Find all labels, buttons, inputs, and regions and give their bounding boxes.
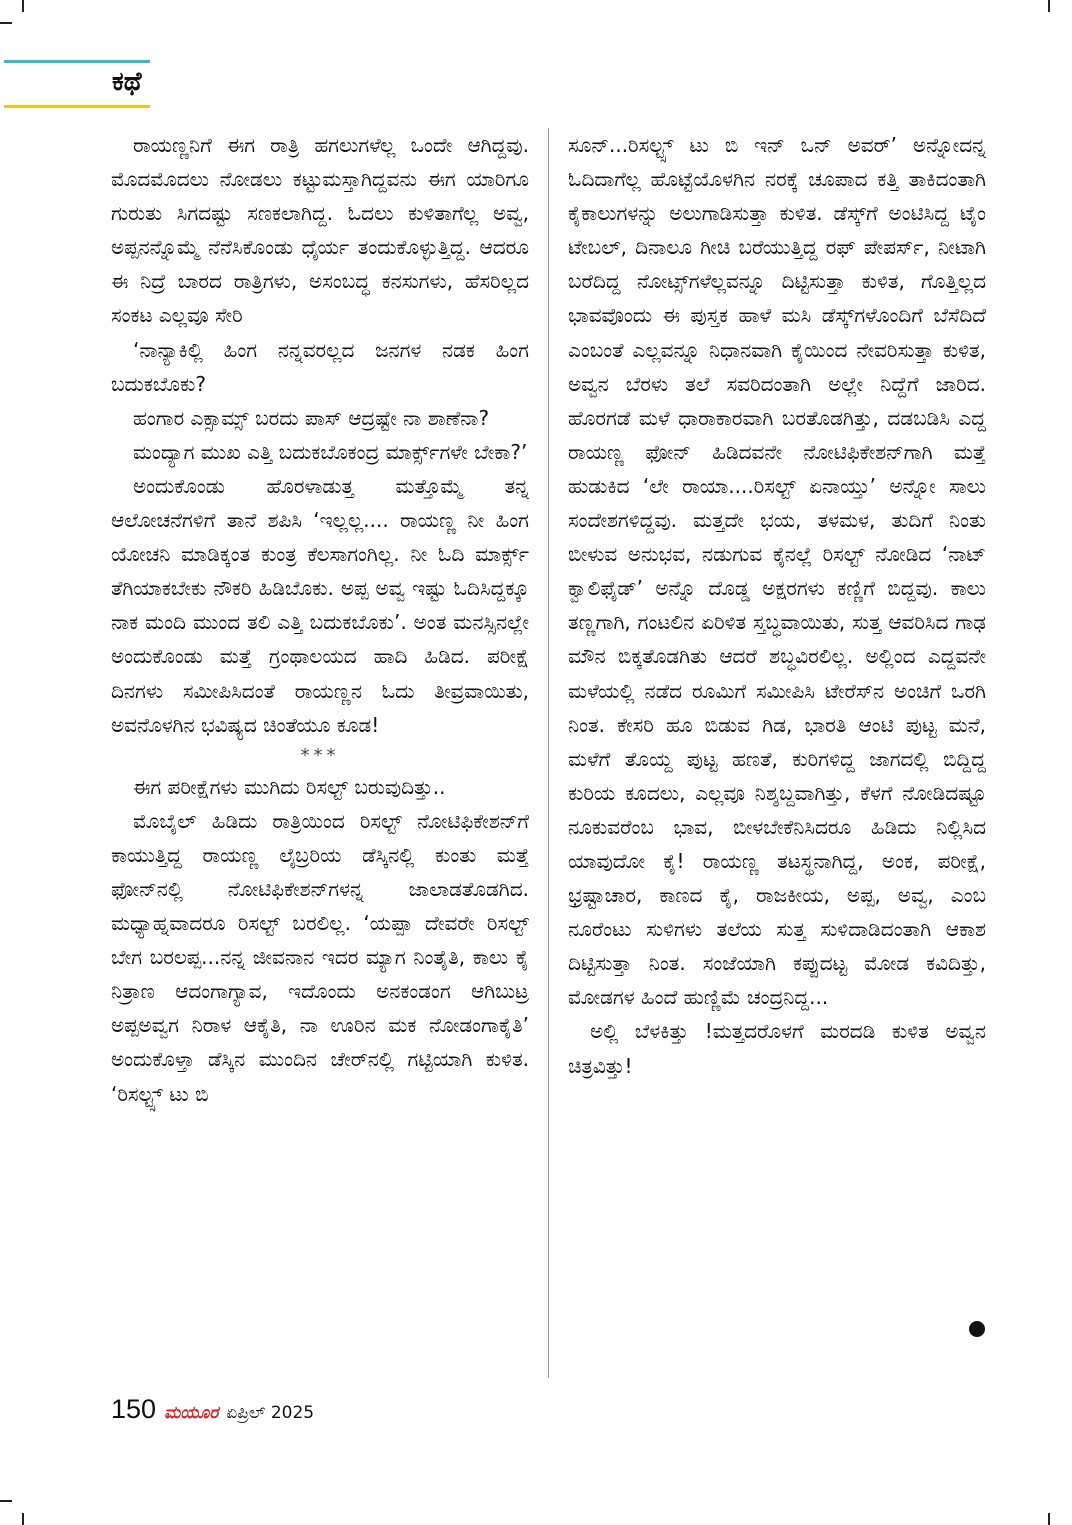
page-number: 150 xyxy=(111,1394,157,1424)
crop-mark-bottom-left-h xyxy=(0,1500,12,1502)
section-label: ಕಥೆ xyxy=(112,67,142,97)
section-rule-top xyxy=(4,60,150,63)
paragraph: ಮಂದ್ಯಾಗ ಮುಖ ಎತ್ತಿ ಬದುಕಬೊಕಂದ್ರ ಮಾರ್ಕ್ಸ್‌ಗಳೇ ಬೇಕಾ?’ xyxy=(133,439,528,464)
story-column-right xyxy=(568,128,986,1083)
magazine-logo: ಮಯೂರ xyxy=(164,1403,219,1423)
paragraph: ಹಂಗಾರ ಎಕ್ಸಾಮ್ಸ್ ಬರದು ಪಾಸ್ ಆದ್ರಷ್ಟೇ ನಾ ಶಾಣೆನಾ? xyxy=(133,405,490,430)
crop-mark-top-left-h xyxy=(0,22,12,24)
paragraph: ಅಲ್ಲಿ ಬೆಳಕಿತ್ತು !ಮತ್ತದರೊಳಗೆ ಮರದಡಿ ಕುಳಿತ ಅವ್ವನ ಚಿತ್ರವಿತ್ತು! xyxy=(568,1019,986,1078)
story-column-left xyxy=(111,128,529,1111)
issue-date: ಏಪ್ರಿಲ್ 2025 xyxy=(226,1403,315,1423)
paragraph: ಈಗ ಪರೀಕ್ಷೆಗಳು ಮುಗಿದು ರಿಸಲ್ಟ್ ಬರುವುದಿತ್ತು.. xyxy=(133,774,446,799)
page-footer xyxy=(111,1392,314,1430)
crop-mark-bottom-right xyxy=(1048,1513,1050,1525)
crop-mark-top-left xyxy=(22,0,24,12)
paragraph: ಅಂದುಕೊಂಡು ಹೊರಳಾಡುತ್ತ ಮತ್ತೊಮ್ಮೆ ತನ್ನ ಆಲೋಚನೆಗಳಿಗೆ ತಾನೆ ಶಪಿಸಿ ‘ಇಲ್ಲಲ್ಲ.... ರಾಯಣ್ಣ ನೀ ಹಿಂಗ ಯೋಚನಿ ಮಾಡಿಕ್ಕಂತ ಕುಂತ್ರ ಕೆಲಸಾಗಂಗಿಲ್ಲ. ನೀ ಓದಿ ಮಾರ್ಕ್ಸ್ ತೆಗಿಯಾಕಬೇಕು ನೌಕರಿ ಹಿಡಿಬೊಕು. ಅಪ್ಪ ಅವ್ವ ಇಷ್ಟು ಓದಿಸಿದ್ದಕ್ಕೂ ನಾಕ ಮಂದಿ ಮುಂದ ತಲಿ ಎತ್ತಿ ಬದುಕಬೊಕು’. ಅಂತ ಮನಸ್ಸಿನಲ್ಲೇ ಅಂದುಕೊಂಡು ಮತ್ತೆ ಗ್ರಂಥಾಲಯದ ಹಾದಿ ಹಿಡಿದ. ಪರೀಕ್ಷೆ ದಿನಗಳು ಸಮೀಪಿಸಿದಂತೆ ರಾಯಣ್ಣನ ಓದು ತೀವ್ರವಾಯಿತು, ಅವನೊಳಗಿನ ಭವಿಷ್ಯದ ಚಿಂತೆಯೂ ಕೂಡ! xyxy=(111,473,529,737)
section-rule-bottom xyxy=(4,105,150,108)
paragraph: ರಾಯಣ್ಣನಿಗೆ ಈಗ ರಾತ್ರಿ ಹಗಲುಗಳೆಲ್ಲ ಒಂದೇ ಆಗಿದ್ದವು. ಮೊದಮೊದಲು ನೋಡಲು ಕಟ್ಟುಮಸ್ತಾಗಿದ್ದವನು ಈಗ ಯಾರಿಗೂ ಗುರುತು ಸಿಗದಷ್ಟು ಸಣಕಲಾಗಿದ್ದ. ಓದಲು ಕುಳಿತಾಗೆಲ್ಲ ಅವ್ವ, ಅಪ್ಪನನ್ನೊಮ್ಮೆ ನೆನೆಸಿಕೊಂಡು ಧೈರ್ಯ ತಂದುಕೊಳ್ಳುತ್ತಿದ್ದ. ಆದರೂ ಈ ನಿದ್ರೆ ಬಾರದ ರಾತ್ರಿಗಳು, ಅಸಂಬದ್ಧ ಕನಸುಗಳು, ಹೆಸರಿಲ್ಲದ ಸಂಕಟ ಎಲ್ಲವೂ ಸೇರಿ xyxy=(111,133,529,328)
scene-break: *** xyxy=(300,744,340,766)
paragraph: ‘ನಾನ್ಯಾಕಿಲ್ಲಿ ಹಿಂಗ ನನ್ನವರಲ್ಲದ ಜನಗಳ ನಡಕ ಹಿಂಗ ಬದುಕಬೊಕು? xyxy=(111,337,529,396)
story-end-mark xyxy=(969,1321,985,1337)
paragraph: ಮೊಬೈಲ್ ಹಿಡಿದು ರಾತ್ರಿಯಿಂದ ರಿಸಲ್ಟ್ ನೋಟಿಫಿಕೇಶನ್‌ಗೆ ಕಾಯುತ್ತಿದ್ದ ರಾಯಣ್ಣ ಲೈಬ್ರರಿಯ ಡೆಸ್ಕಿನಲ್ಲಿ ಕುಂತು ಮತ್ತೆ ಫೋನ್‌ನಲ್ಲಿ ನೋಟಿಫಿಕೇಶನ್‌ಗಳನ್ನ ಜಾಲಾಡತೊಡಗಿದ. ಮಧ್ಯಾಹ್ನವಾದರೂ ರಿಸಲ್ಟ್ ಬರಲಿಲ್ಲ. ‘ಯಪ್ಪಾ ದೇವರೇ ರಿಸಲ್ಟ್ ಬೇಗ ಬರಲಪ್ಪ...ನನ್ನ ಜೀವನಾನ ಇದರ ಮ್ಯಾಗ ನಿಂತೈತಿ, ಕಾಲು ಕೈ ನಿತ್ರಾಣ ಆದಂಗಾಗ್ಯಾವ, ಇದೊಂದು ಅನಕಂಡಂಗ ಆಗಿಬುಟ್ರ ಅಪ್ಪಅವ್ವಗ ನಿರಾಳ ಆಕೈತಿ, ನಾ ಊರಿನ ಮಕ ನೋಡಂಗಾಕೈತಿ’ ಅಂದುಕೊಳ್ತಾ ಡೆಸ್ಕಿನ ಮುಂದಿನ ಚೇರ್‌ನಲ್ಲಿ ಗಟ್ಟಿಯಾಗಿ ಕುಳಿತ. ‘ರಿಸಲ್ಟ್ಸ್ ಟು ಬಿ xyxy=(111,808,529,1106)
paragraph: ಸೂನ್...ರಿಸಲ್ಟ್ಸ್ ಟು ಬಿ ಇನ್ ಒನ್ ಅವರ್’ ಅನ್ನೋದನ್ನ ಓದಿದಾಗೆಲ್ಲ ಹೊಟ್ಟೆಯೊಳಗಿನ ನರಕ್ಕೆ ಚೂಪಾದ ಕತ್ತಿ ತಾಕಿದಂತಾಗಿ ಕೈಕಾಲುಗಳನ್ನು ಅಲುಗಾಡಿಸುತ್ತಾ ಕುಳಿತ. ಡೆಸ್ಕ್‌ಗೆ ಅಂಟಿಸಿದ್ದ ಟೈಂ ಟೇಬಲ್, ದಿನಾಲೂ ಗೀಚಿ ಬರೆಯುತ್ತಿದ್ದ ರಫ್ ಪೇಪರ್ಸ್, ನೀಟಾಗಿ ಬರೆದಿದ್ದ ನೋಟ್ಸ್‌ಗಳೆಲ್ಲವನ್ನೂ ದಿಟ್ಟಿಸುತ್ತಾ ಕುಳಿತ, ಗೊತ್ತಿಲ್ಲದ ಭಾವವೊಂದು ಈ ಪುಸ್ತಕ ಹಾಳೆ ಮಸಿ ಡೆಸ್ಕ್‌ಗಳೊಂದಿಗೆ ಬೆಸೆದಿದೆ ಎಂಬಂತೆ ಎಲ್ಲವನ್ನೂ ನಿಧಾನವಾಗಿ ಕೈಯಿಂದ ನೇವರಿಸುತ್ತಾ ಕುಳಿತ, ಅವ್ವನ ಬೆರಳು ತಲೆ ಸವರಿದಂತಾಗಿ ಅಲ್ಲೇ ನಿದ್ದೆಗೆ ಜಾರಿದ. ಹೊರಗಡೆ ಮಳೆ ಧಾರಾಕಾರವಾಗಿ ಬರತೊಡಗಿತ್ತು, ದಡಬಡಿಸಿ ಎದ್ದ ರಾಯಣ್ಣ ಫೋನ್ ಹಿಡಿದವನೇ ನೋಟಿಫಿಕೇಶನ್‌ಗಾಗಿ ಮತ್ತೆ ಹುಡುಕಿದ ‘ಲೇ ರಾಯಾ....ರಿಸಲ್ಟ್ ಏನಾಯ್ತು’ ಅನ್ನೋ ಸಾಲು ಸಂದೇಶಗಳಿದ್ದವು. ಮತ್ತದೇ ಭಯ, ತಳಮಳ, ತುದಿಗೆ ನಿಂತು ಬೀಳುವ ಅನುಭವ, ನಡುಗುವ ಕೈನಲ್ಲೆ ರಿಸಲ್ಟ್ ನೋಡಿದ ‘ನಾಟ್ ಕ್ವಾಲಿಫೈಡ್’ ಅನ್ನೊ ದೊಡ್ಡ ಅಕ್ಷರಗಳು ಕಣ್ಣಿಗೆ ಬಿದ್ದವು. ಕಾಲು ತಣ್ಣಗಾಗಿ, ಗಂಟಲಿನ ಏರಿಳಿತ ಸ್ತಬ್ಧವಾಯಿತು, ಸುತ್ತ ಆವರಿಸಿದ ಗಾಢ ಮೌನ ಬಿಕ್ಕತೊಡಗಿತು ಆದರೆ ಶಬ್ಧವಿರಲಿಲ್ಲ. ಅಲ್ಲಿಂದ ಎದ್ದವನೇ ಮಳೆಯಲ್ಲಿ ನಡೆದ ರೂಮಿಗೆ ಸಮೀಪಿಸಿ ಟೇರೆಸ್‌ನ ಅಂಚಿಗೆ ಒರಗಿ ನಿಂತ. ಕೇಸರಿ ಹೂ ಬಿಡುವ ಗಿಡ, ಭಾರತಿ ಆಂಟಿ ಪುಟ್ಟ ಮನೆ, ಮಳೆಗೆ ತೊಯ್ದ ಪುಟ್ಟ ಹಣತೆ, ಕುರಿಗಳಿದ್ದ ಜಾಗದಲ್ಲಿ ಬಿದ್ದಿದ್ದ ಕುರಿಯ ಕೂದಲು, ಎಲ್ಲವೂ ನಿಶ್ಶಬ್ದವಾಗಿತ್ತು, ಕೆಳಗೆ ನೋಡಿದಷ್ಟೂ ನೂಕುವರೆಂಬ ಭಾವ, ಬೀಳಬೇಕೆನಿಸಿದರೂ ಹಿಡಿದು ನಿಲ್ಲಿಸಿದ ಯಾವುದೋ ಕೈ! ರಾಯಣ್ಣ ತಟಸ್ಥನಾಗಿದ್ದ, ಅಂಕ, ಪರೀಕ್ಷೆ, ಭ್ರಷ್ಟಾಚಾರ, ಕಾಣದ ಕೈ, ರಾಜಕೀಯ, ಅಪ್ಪ, ಅವ್ವ, ಎಂಬ ನೂರೆಂಟು ಸುಳಿಗಳು ತಲೆಯ ಸುತ್ತ ಸುಳಿದಾಡಿದಂತಾಗಿ ಆಕಾಶ ದಿಟ್ಟಿಸುತ್ತಾ ನಿಂತ. ಸಂಜೆಯಾಗಿ ಕಪ್ಪುದಟ್ಟ ಮೋಡ ಕವಿದಿತ್ತು, ಮೋಡಗಳ ಹಿಂದೆ ಹುಣ್ಣಿಮೆ ಚಂದ್ರನಿದ್ದ... xyxy=(568,133,986,1010)
crop-mark-bottom-left xyxy=(22,1513,24,1525)
column-divider xyxy=(548,128,549,1378)
crop-mark-top-right xyxy=(1048,0,1050,12)
